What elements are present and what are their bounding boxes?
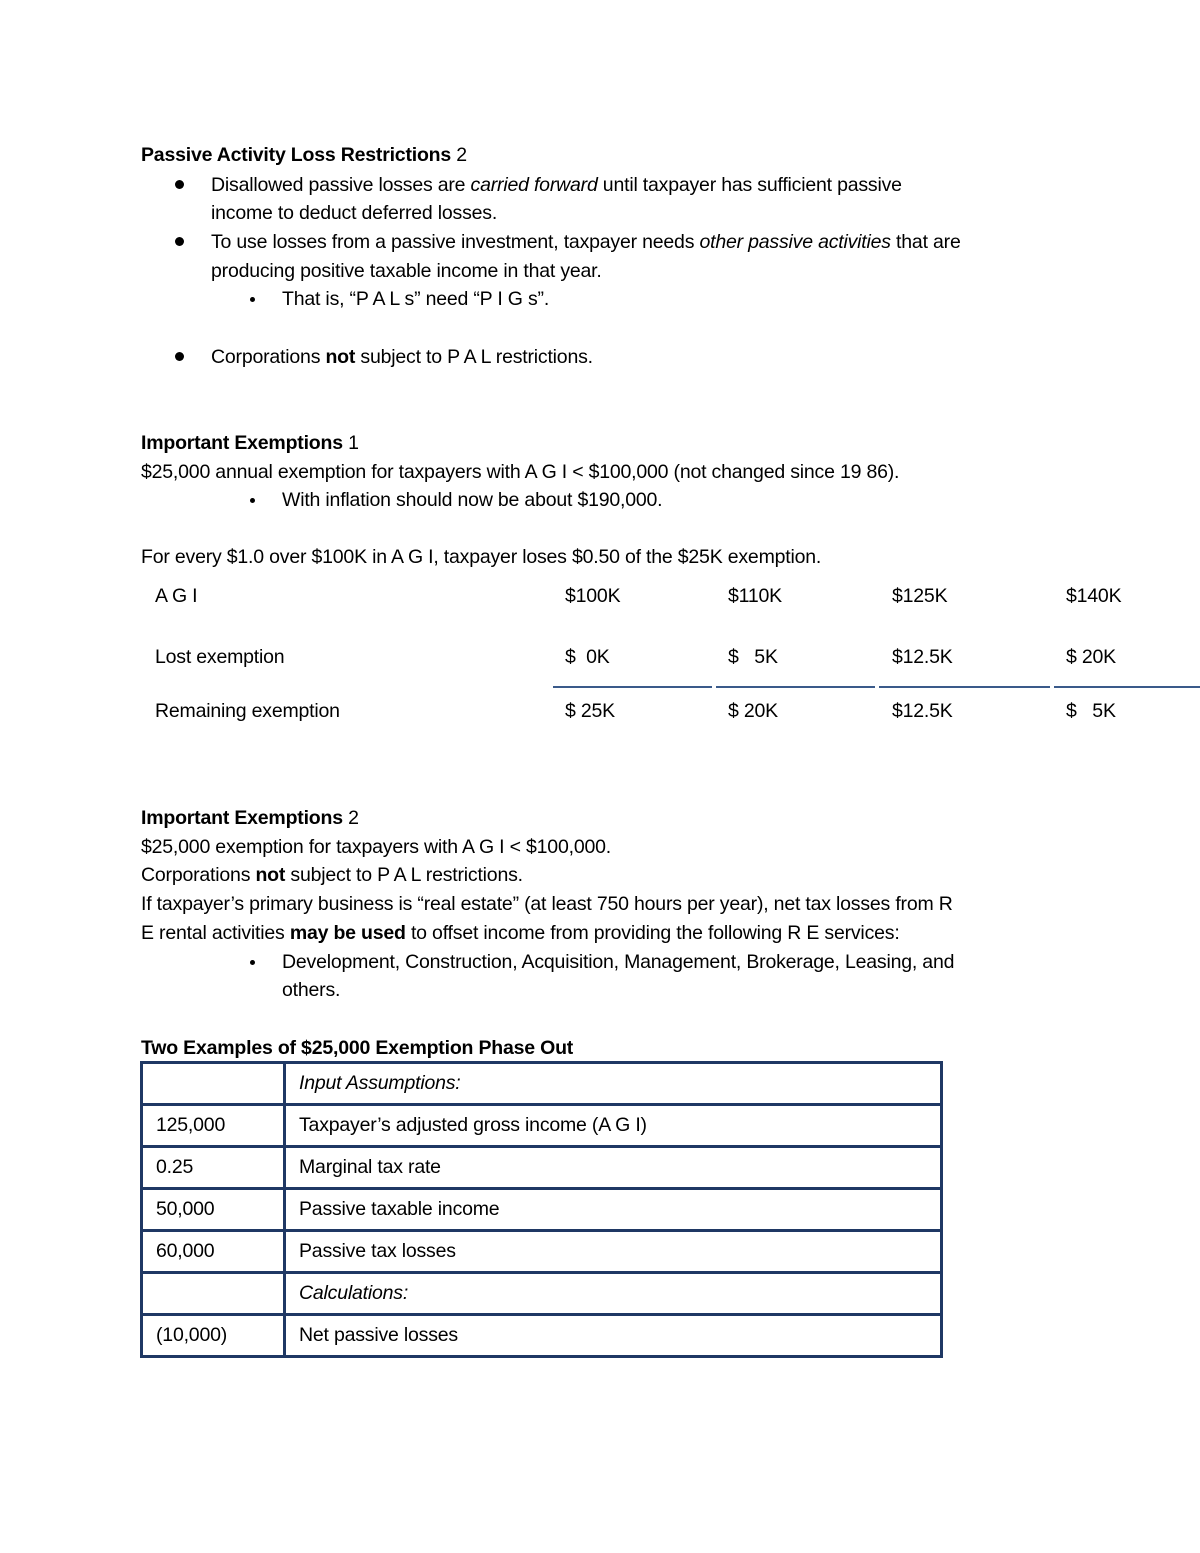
sub-bullet-dot-icon — [250, 960, 255, 965]
value-cell — [142, 1273, 285, 1315]
table-row — [142, 1063, 942, 1105]
text: To use losses from a passive investment, taxpayer needs — [211, 231, 700, 253]
emphasis-text: other passive activities — [699, 231, 891, 253]
sub-bullet-dot-icon — [250, 498, 255, 503]
text: E rental activities — [141, 922, 290, 944]
bullet-other-passive-cont: producing positive taxable income in that year. — [211, 260, 602, 282]
cell-value: $ 5K — [728, 646, 778, 668]
real-estate-line-cont — [141, 922, 900, 945]
table-row — [142, 1147, 942, 1189]
section-heading-exemptions-1 — [141, 432, 359, 455]
value-cell: (10,000) — [142, 1315, 285, 1357]
re-services-list-cont: others. — [282, 979, 341, 1001]
heading-text: Important Exemptions — [141, 432, 343, 454]
label-cell: Taxpayer’s adjusted gross income (A G I) — [285, 1105, 942, 1147]
table-row — [142, 1273, 942, 1315]
heading-number: 2 — [456, 144, 467, 166]
value-cell: 125,000 — [142, 1105, 285, 1147]
cell-value: $ 25K — [565, 700, 615, 722]
examples-heading: Two Examples of $25,000 Exemption Phase Out — [141, 1037, 574, 1059]
value-cell: 60,000 — [142, 1231, 285, 1273]
bullet-carried-forward — [211, 174, 902, 197]
sum-rule — [879, 686, 1050, 688]
text: until taxpayer has sufficient passive — [597, 174, 902, 196]
re-services-list: Development, Construction, Acquisition, Management, Brokerage, Leasing, and — [282, 951, 955, 973]
cell-value: $110K — [728, 585, 782, 607]
bullet-dot-icon — [175, 180, 184, 189]
bold-text: not — [325, 346, 356, 368]
label-cell: Marginal tax rate — [285, 1147, 942, 1189]
text: subject to P A L restrictions. — [285, 864, 523, 886]
bullet-corporations — [211, 346, 593, 369]
label-cell: Passive taxable income — [285, 1189, 942, 1231]
bullet-carried-forward-cont: income to deduct deferred losses. — [211, 202, 498, 224]
real-estate-line: If taxpayer’s primary business is “real estate” (at least 750 hours per year), net tax losses from R — [141, 893, 953, 915]
phase-out-rule: For every $1.0 over $100K in A G I, taxpayer loses $0.50 of the $25K exemption. — [141, 546, 822, 568]
value-cell: 0.25 — [142, 1147, 285, 1189]
bullet-other-passive — [211, 231, 961, 254]
table-row — [142, 1105, 942, 1147]
cell-value: $12.5K — [892, 646, 953, 668]
cell-value: $140K — [1066, 585, 1122, 607]
cell-value: $ 5K — [1066, 700, 1116, 722]
label-cell: Net passive losses — [285, 1315, 942, 1357]
cell-value: $100K — [565, 585, 621, 607]
text: Corporations — [141, 864, 256, 886]
bullet-dot-icon — [175, 352, 184, 361]
heading-number: 2 — [348, 807, 359, 829]
label-cell: Input Assumptions: — [285, 1063, 942, 1105]
cell-value: $ 0K — [565, 646, 610, 668]
table-row — [142, 1189, 942, 1231]
exemption-line: $25,000 exemption for taxpayers with A G I < $100,000. — [141, 836, 611, 858]
value-cell — [142, 1063, 285, 1105]
table-row — [142, 1315, 942, 1357]
label-cell: Calculations: — [285, 1273, 942, 1315]
sub-bullet-pals-pigs: That is, “P A L s” need “P I G s”. — [282, 288, 550, 310]
cell-value: $12.5K — [892, 700, 953, 722]
cell-value: $125K — [892, 585, 948, 607]
section-heading-exemptions-2 — [141, 807, 359, 830]
text: subject to P A L restrictions. — [355, 346, 593, 368]
text: that are — [890, 231, 961, 253]
value-cell: 50,000 — [142, 1189, 285, 1231]
text: to offset income from providing the following R E services: — [405, 922, 900, 944]
corporations-line — [141, 864, 523, 887]
bullet-dot-icon — [175, 237, 184, 246]
heading-number: 1 — [348, 432, 359, 454]
cell-value: $ 20K — [1066, 646, 1116, 668]
emphasis-text: carried forward — [470, 174, 598, 196]
sum-rule — [716, 686, 875, 688]
row-label-remaining: Remaining exemption — [155, 700, 340, 722]
row-label-lost: Lost exemption — [155, 646, 285, 668]
bold-text: may be used — [289, 922, 406, 944]
inflation-note: With inflation should now be about $190,000. — [282, 489, 663, 511]
heading-text: Important Exemptions — [141, 807, 343, 829]
exemption-line: $25,000 annual exemption for taxpayers with A G I < $100,000 (not changed since 19 86). — [141, 461, 900, 483]
examples-table — [140, 1061, 943, 1358]
text: Disallowed passive losses are — [211, 174, 471, 196]
sum-rule — [1054, 686, 1200, 688]
table-row — [142, 1231, 942, 1273]
bold-text: not — [255, 864, 286, 886]
label-cell: Passive tax losses — [285, 1231, 942, 1273]
section-heading-pal — [141, 144, 467, 167]
sub-bullet-dot-icon — [250, 297, 255, 302]
cell-value: $ 20K — [728, 700, 778, 722]
sum-rule — [553, 686, 712, 688]
text: Corporations — [211, 346, 326, 368]
heading-text: Passive Activity Loss Restrictions — [141, 144, 452, 166]
row-label-agi: A G I — [155, 585, 198, 607]
